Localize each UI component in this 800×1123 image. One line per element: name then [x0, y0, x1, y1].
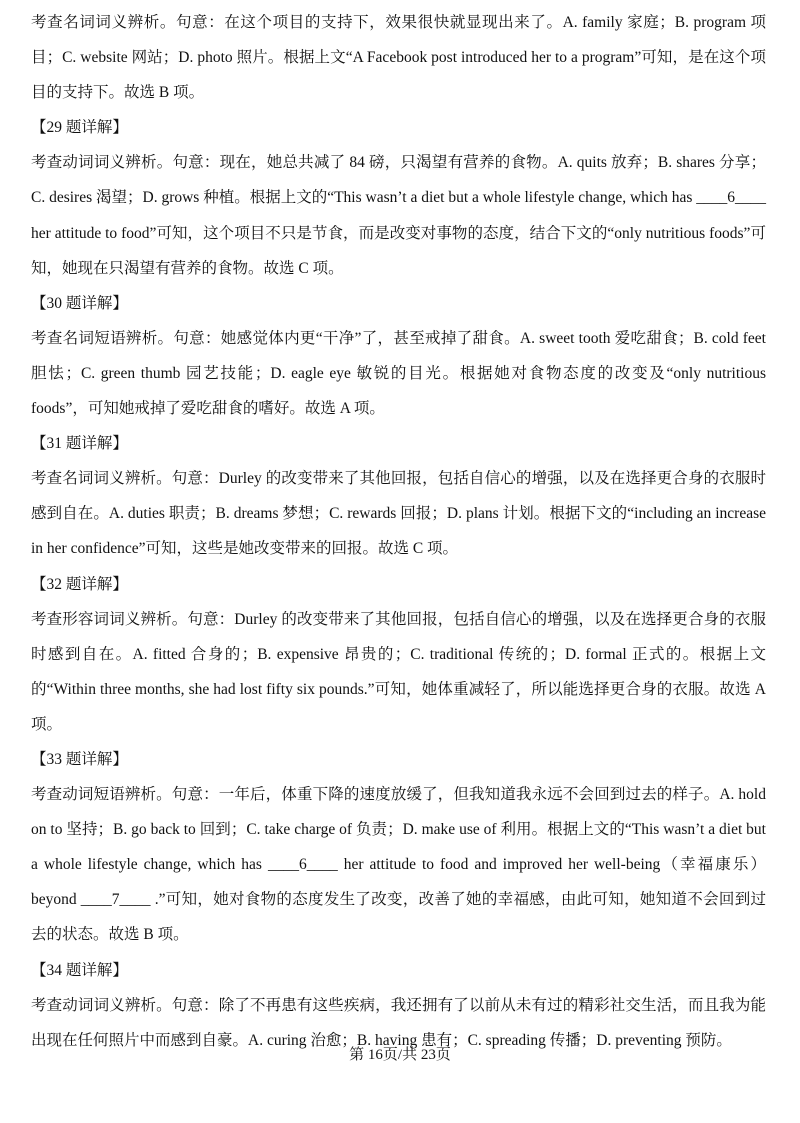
paragraph-q31-explanation: 考查名词词义辨析。句意：Durley 的改变带来了其他回报，包括自信心的增强，以及在选择更合身的衣服时感到自在。A. duties 职责；B. dreams 梦想；C. rewards 回报；D. plans 计划。根据下文的“including an increase in her confidence”可知，这些是她改变带来的回报。故选 C 项。 — [31, 470, 766, 558]
page-number: 第 16页/共 23页 — [349, 1047, 451, 1063]
paragraph-q28-explanation: 考查名词词义辨析。句意：在这个项目的支持下，效果很快就显现出来了。A. family 家庭；B. program 项目；C. website 网站；D. photo 照片。根据上文“A Facebook post introduced her to a program”可知，是在这个项目的支持下。故选 B 项。 — [31, 14, 766, 102]
heading-q34: 【34 题详解】 — [31, 961, 128, 979]
answer-explanations — [31, 5, 766, 1058]
paragraph-q33-explanation: 考查动词短语辨析。句意：一年后，体重下降的速度放缓了，但我知道我永远不会回到过去的样子。A. hold on to 坚持；B. go back to 回到；C. take charge of 负责；D. make use of 利用。根据上文的“This wasn’t a diet but a whole lifestyle change, which has ____6____ her attitude to food and improved her well-being（幸福康乐）beyond ____7____ .”可知，她对食物的态度发生了改变，改善了她的幸福感，由此可知，她知道不会回到过去的状态。故选 B 项。 — [31, 786, 766, 944]
paragraph-q29-explanation: 考查动词词义辨析。句意：现在，她总共减了 84 磅，只渴望有营养的食物。A. quits 放弃；B. shares 分享；C. desires 渴望；D. grows 种植。根据上文的“This wasn’t a diet but a whole lifestyle change, which has ____6____ her attitude to food”可知，这个项目不只是节食，而是改变对事物的态度，结合下文的“only nutritious foods”可知，她现在只渴望有营养的食物。故选 C 项。 — [31, 154, 766, 277]
paragraph-q30-explanation: 考查名词短语辨析。句意：她感觉体内更“干净”了，甚至戒掉了甜食。A. sweet tooth 爱吃甜食；B. cold feet 胆怯；C. green thumb 园艺技能；D. eagle eye 敏锐的目光。根据她对食物态度的改变及“only nutritious foods”，可知她戒掉了爱吃甜食的嗜好。故选 A 项。 — [31, 329, 766, 418]
paragraph-q34-explanation: 考查动词词义辨析。句意：除了不再患有这些疾病，我还拥有了以前从未有过的精彩社交生活，而且我为能出现在任何照片中而感到自豪。A. curing 治愈；B. having 患有；C. spreading 传播；D. preventing 预防。 — [31, 996, 766, 1049]
heading-q31: 【31 题详解】 — [31, 435, 128, 453]
heading-q30: 【30 题详解】 — [31, 294, 128, 312]
heading-q32: 【32 题详解】 — [31, 575, 128, 593]
heading-q33: 【33 题详解】 — [31, 750, 128, 768]
heading-q29: 【29 题详解】 — [31, 119, 128, 137]
paragraph-q32-explanation: 考查形容词词义辨析。句意：Durley 的改变带来了其他回报，包括自信心的增强，以及在选择更合身的衣服时感到自在。A. fitted 合身的；B. expensive 昂贵的；C. traditional 传统的；D. formal 正式的。根据上文的“Within three months, she had lost fifty six pounds.”可知，她体重减轻了，所以能选择更合身的衣服。故选 A 项。 — [31, 610, 766, 733]
